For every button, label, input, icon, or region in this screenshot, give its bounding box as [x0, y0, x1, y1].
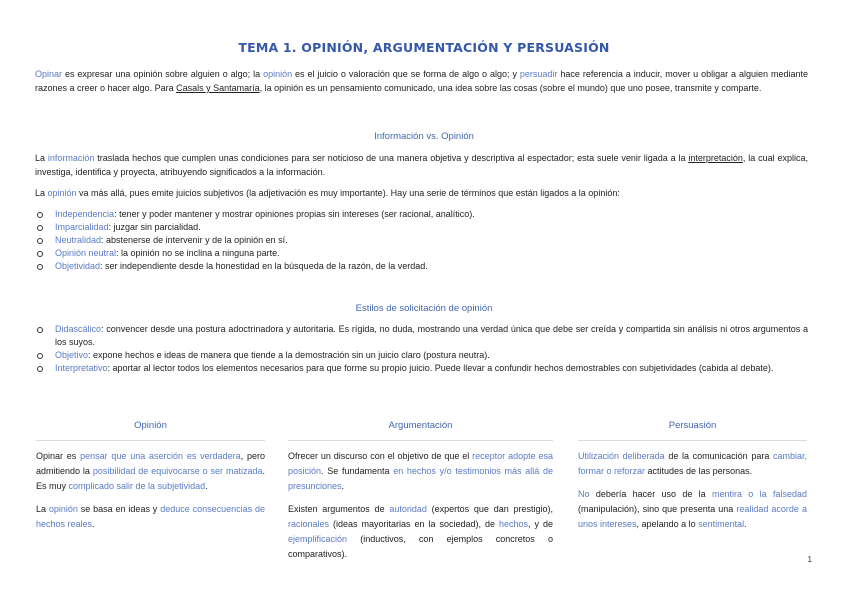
bullet-icon [37, 327, 43, 333]
divider [578, 440, 807, 441]
list-item: Interpretativo: aportar al lector todos los elementos necesarios para que forme su propio juicio. Puede llevar a confundir hechos demostrables con subjetividades (cabida al debate). [35, 362, 808, 375]
list-item: Objetividad: ser independiente desde la honestidad en la búsqueda de la razón, de la verdad. [35, 260, 808, 273]
bullet-icon [37, 264, 43, 270]
term-opinion: opinión [263, 69, 293, 79]
opinion-paragraph: La opinión va más allá, pues emite juicios subjetivos (la adjetivación es muy importante). Hay una serie de términos que están ligados a la opinión: [35, 188, 620, 198]
column-title-persuasion: Persuasión [668, 420, 717, 431]
list-item: Neutralidad: abstenerse de intervenir y de la opinión en sí. [35, 234, 808, 247]
column-persuasion [578, 420, 807, 532]
list-item: Opinión neutral: la opinión no se inclina a ninguna parte. [35, 247, 808, 260]
author-reference: Casals y Santamaría [176, 83, 260, 93]
persuasion-col-paragraph-2: No debería hacer uso de la mentira o la falsedad (manipulación), sino que presenta una realidad acorde a unos intereses, apelando a lo sentimental. [578, 489, 807, 529]
term-persuadir: persuadir [519, 69, 558, 79]
argumentacion-col-paragraph-2: Existen argumentos de autoridad (expertos que dan prestigio), racionales (ideas mayoritarias en la sociedad), de hechos, y de ejemplificación (inductivos, con ejemplos concretos o comparativos). [288, 504, 553, 559]
opinion-col-paragraph-2: La opinión se basa en ideas y deduce consecuencias de hechos reales. [36, 504, 265, 529]
column-title-opinion: Opinión [134, 420, 167, 431]
page-title: TEMA 1. OPINIÓN, ARGUMENTACIÓN Y PERSUASIÓN [238, 40, 610, 55]
term-opinar: Opinar [35, 69, 63, 79]
column-title-argumentacion: Argumentación [388, 420, 453, 431]
argumentacion-col-paragraph-1: Ofrecer un discurso con el objetivo de que el receptor adopte esa posición. Se fundamenta en hechos y/o testimonios más allá de presunciones. [288, 451, 553, 491]
bullet-icon [37, 366, 43, 372]
bullet-icon [37, 238, 43, 244]
list-item: Objetivo: expone hechos e ideas de manera que tiende a la demostración sin un juicio claro (postura neutra). [35, 349, 808, 362]
divider [288, 440, 553, 441]
column-argumentacion [288, 420, 553, 562]
section-heading-estilos: Estilos de solicitación de opinión [355, 303, 493, 314]
opinion-terms-list [35, 208, 808, 273]
page-number: 1 [807, 555, 812, 564]
intro-paragraph: Opinar es expresar una opinión sobre alguien o algo; la opinión es el juicio o valoración que se forma de algo o algo; y persuadir hace referencia a inducir, mover u obligar a alguien mediante razones a creer o hacer algo. Para Casals y Santamaría, la opinión es un pensamiento comunicado, una idea sobre las cosas (sobre el mundo) que uno posee, transmite y comparte. [35, 69, 808, 93]
column-opinion [36, 420, 265, 532]
informacion-paragraph: La información traslada hechos que cumplen unas condiciones para ser noticioso de una manera objetiva y descriptiva al espectador; esta suele venir ligada a la interpretación, la cual explica, investiga, identifica y proyecta, atribuyendo significados a la información. [35, 153, 808, 177]
list-item: Independencia: tener y poder mantener y mostrar opiniones propias sin intereses (ser racional, analítico). [35, 208, 808, 221]
estilos-list [35, 323, 808, 375]
persuasion-col-paragraph-1: Utilización deliberada de la comunicación para cambiar, formar o reforzar actitudes de las personas. [578, 451, 807, 476]
bullet-icon [37, 225, 43, 231]
opinion-col-paragraph-1: Opinar es pensar que una aserción es verdadera, pero admitiendo la posibilidad de equivocarse o ser matizada. Es muy complicado salir de la subjetividad. [36, 451, 265, 491]
divider [36, 440, 265, 441]
list-item: Imparcialidad: juzgar sin parcialidad. [35, 221, 808, 234]
list-item: Didascálico: convencer desde una postura adoctrinadora y autoritaria. Es rígida, no duda, mostrando una verdad única que debe ser creída y compartida sin análisis ni otros argumentos a los suyos. [35, 323, 808, 349]
bullet-icon [37, 212, 43, 218]
section-heading-informacion-opinion: Información vs. Opinión [374, 131, 474, 142]
bullet-icon [37, 251, 43, 257]
bullet-icon [37, 353, 43, 359]
